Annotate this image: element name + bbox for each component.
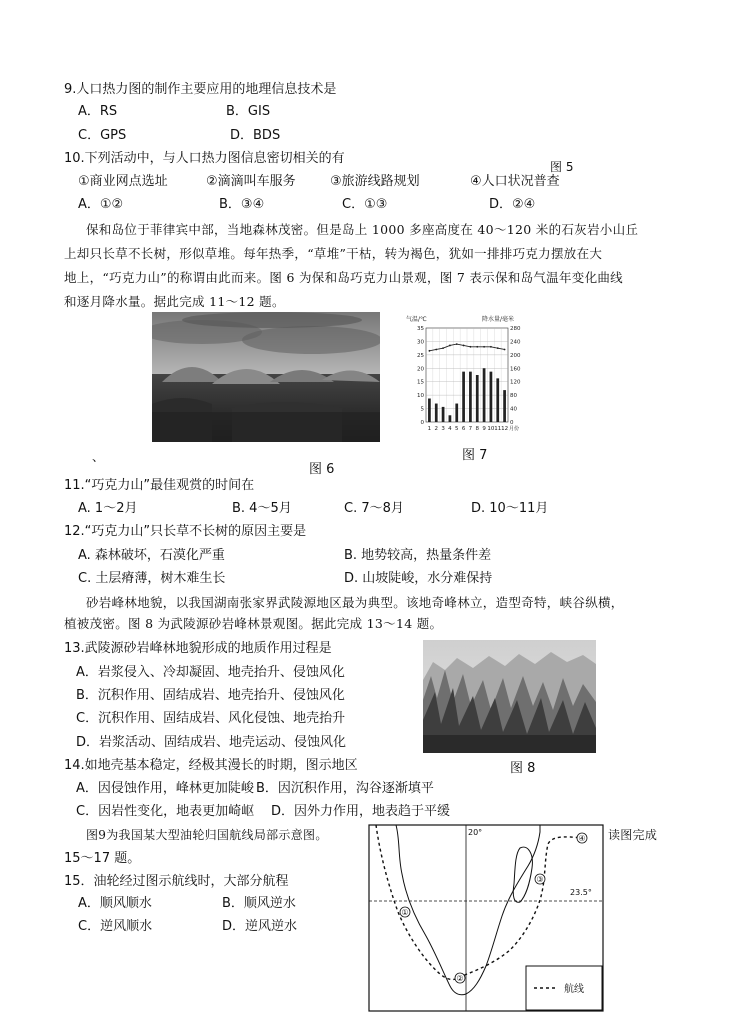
q9-option-d: D．BDS — [230, 128, 281, 143]
q9-stem: 9.人口热力图的制作主要应用的地理信息技术是 — [64, 82, 337, 97]
passage1-line-3: 地上，“巧克力山”的称谓由此而来。图 6 为保和岛巧克力山景观，图 7 表示保和岛气温年变化曲线 — [64, 270, 623, 285]
fig7-left-tick: 35 — [417, 326, 424, 332]
fig6-caption: 图 6 — [309, 462, 335, 477]
fig7-left-tick: 25 — [417, 352, 424, 359]
fig9-route-map — [368, 824, 604, 1012]
passage2-line-2: 植被茂密。图 8 为武陵源砂岩峰林景观图。据此完成 13～14 题。 — [64, 616, 443, 631]
fig9-point-1: ① — [401, 908, 409, 917]
q15-option-a: A．顺风顺水 — [78, 896, 152, 911]
q13-option-b: B．沉积作用、固结成岩、地壳抬升、侵蚀风化 — [76, 688, 345, 703]
fig7-left-tick: 10 — [417, 393, 424, 400]
fig9-point-3: ③ — [536, 875, 544, 884]
fig6-chocolate-hills-photo — [152, 312, 380, 442]
fig7-precip-bar — [449, 415, 452, 422]
fig8-sandstone-peaks-photo — [423, 640, 596, 753]
stray-mark: 、 — [92, 450, 105, 464]
q15-option-c: C．逆风顺水 — [78, 919, 153, 934]
fig7-month-tick: 7 — [468, 426, 473, 432]
q13-option-c: C．沉积作用、固结成岩、风化侵蚀、地壳抬升 — [76, 711, 346, 726]
fig7-right-tick: 120 — [510, 379, 521, 386]
fig7-precip-bar — [435, 404, 438, 422]
q10-option-d: D．②④ — [489, 197, 536, 212]
passage3-line-1-right: 读图完成 — [608, 828, 658, 842]
passage1-line-1: 保和岛位于菲律宾中部，当地森林茂密。但是岛上 1000 多座高度在 40～120 米的石灰岩小山丘 — [86, 222, 639, 237]
q12-option-a: A. 森林破坏，石漠化严重 — [78, 548, 225, 563]
q10-option-b: B．③④ — [219, 197, 265, 212]
fig7-climate-chart — [404, 312, 530, 438]
passage3-line-1: 图9为我国某大型油轮归国航线局部示意图。 — [86, 828, 328, 842]
q14-option-c: C．因岩性变化，地表更加崎岖 — [76, 804, 255, 819]
fig8-caption: 图 8 — [510, 761, 536, 776]
q10-stem: 10.下列活动中，与人口热力图信息密切相关的有 — [64, 151, 345, 166]
fig7-precip-bar — [503, 390, 506, 422]
fig7-precip-bar — [469, 372, 472, 422]
fig7-left-tick: 5 — [420, 406, 424, 413]
fig7-right-tick: 240 — [510, 339, 521, 346]
fig7-right-tick: 160 — [510, 366, 521, 373]
q9-option-a: A．RS — [78, 104, 118, 119]
fig9-lon-label: 20° — [468, 828, 483, 837]
passage1-line-2: 上却只长草不长树，形似草堆。每年热季，“草堆”干枯，转为褐色，犹如一排排巧克力摆放在大 — [64, 246, 603, 261]
passage2-line-1: 砂岩峰林地貌，以我国湖南张家界武陵源地区最为典型。该地奇峰林立，造型奇特，峡谷纵横， — [86, 595, 624, 610]
fig7-month-tick: 5 — [455, 426, 459, 432]
fig7-month-tick: 3 — [441, 426, 445, 432]
q14-option-d: D．因外力作用，地表趋于平缓 — [271, 804, 451, 819]
q10-option-c: C．①③ — [342, 197, 388, 212]
q13-option-d: D．岩浆活动、固结成岩、地壳运动、侵蚀风化 — [76, 735, 347, 750]
fig7-right-tick: 200 — [510, 352, 521, 359]
fig9-lat-label: 23.5° — [570, 888, 592, 897]
q14-option-b: B．因沉积作用，沟谷逐渐填平 — [256, 781, 434, 796]
q15-option-d: D．逆风逆水 — [222, 919, 298, 934]
fig7-precip-bar — [462, 372, 465, 422]
fig7-right-tick: 40 — [510, 406, 517, 413]
fig7-right-tick: 280 — [510, 326, 521, 332]
fig9-point-4: ④ — [578, 834, 586, 843]
q12-option-d: D. 山坡陡峻，水分难保持 — [344, 571, 493, 586]
fig7-month-tick: 1 — [427, 426, 432, 432]
passage3-line-2: 15～17 题。 — [64, 851, 141, 866]
q10-item-4: ④人口状况普查 — [470, 174, 560, 189]
q9-option-c: C．GPS — [78, 128, 127, 143]
fig7-right-tick: 0 — [510, 420, 514, 426]
fig7-precip-bar — [496, 378, 499, 422]
q14-stem: 14.如地壳基本稳定，经极其漫长的时期，图示地区 — [64, 758, 358, 773]
fig7-month-tick: 4 — [448, 426, 452, 432]
fig7-caption: 图 7 — [462, 448, 488, 463]
fig7-left-axis-title: 气温/℃ — [406, 316, 427, 323]
q11-option-b: B. 4～5月 — [232, 501, 292, 516]
fig9-point-2: ② — [456, 974, 464, 983]
fig7-month-tick: 10 — [487, 426, 495, 432]
q15-option-b: B．顺风逆水 — [222, 896, 296, 911]
q10-item-1: ①商业网点选址 — [78, 174, 168, 189]
fig7-left-tick: 30 — [417, 339, 424, 346]
q11-option-d: D. 10～11月 — [471, 501, 549, 516]
fig9-legend-label: 航线 — [564, 984, 584, 995]
q10-item-3: ③旅游线路规划 — [330, 174, 420, 189]
fig7-month-tick: 2 — [434, 426, 438, 432]
fig5-label: 图 5 — [550, 160, 574, 174]
q12-option-b: B. 地势较高，热量条件差 — [344, 548, 492, 563]
q9-option-b: B．GIS — [226, 104, 271, 119]
q11-option-c: C. 7～8月 — [344, 501, 404, 516]
fig7-precip-bar — [476, 375, 479, 422]
fig7-month-tick: 9 — [482, 426, 486, 432]
q11-option-a: A. 1～2月 — [78, 501, 138, 516]
fig7-precip-bar — [455, 404, 458, 422]
fig7-precip-bar — [428, 399, 431, 423]
fig7-month-tick: 11 — [494, 426, 502, 432]
fig7-precip-bar — [442, 407, 445, 422]
fig7-left-tick: 0 — [420, 420, 424, 426]
q12-stem: 12.“巧克力山”只长草不长树的原因主要是 — [64, 524, 307, 539]
fig7-right-axis-title: 降水量/毫米 — [482, 316, 515, 323]
fig7-month-axis-label: 月份 — [509, 426, 520, 432]
passage1-line-4: 和逐月降水量。据此完成 11～12 题。 — [64, 294, 285, 309]
fig7-left-tick: 15 — [417, 379, 424, 386]
fig7-month-tick: 12 — [501, 426, 509, 432]
q14-option-a: A．因侵蚀作用，峰林更加陡峻 — [76, 781, 254, 796]
fig7-precip-bar — [490, 372, 493, 422]
q11-stem: 11.“巧克力山”最佳观赏的时间在 — [64, 478, 255, 493]
q13-option-a: A．岩浆侵入、冷却凝固、地壳抬升、侵蚀风化 — [76, 665, 345, 680]
q13-stem: 13.武陵源砂岩峰林地貌形成的地质作用过程是 — [64, 641, 332, 656]
fig7-month-tick: 6 — [461, 426, 466, 432]
fig7-left-tick: 20 — [417, 366, 424, 373]
q12-option-c: C. 土层瘠薄，树木难生长 — [78, 571, 226, 586]
q10-item-2: ②滴滴叫车服务 — [206, 174, 296, 189]
fig7-right-tick: 80 — [510, 393, 517, 400]
fig7-precip-bar — [483, 368, 486, 422]
q10-option-a: A．①② — [78, 197, 124, 212]
fig7-month-tick: 8 — [475, 426, 479, 432]
q15-stem: 15．油轮经过图示航线时，大部分航程 — [64, 874, 289, 889]
